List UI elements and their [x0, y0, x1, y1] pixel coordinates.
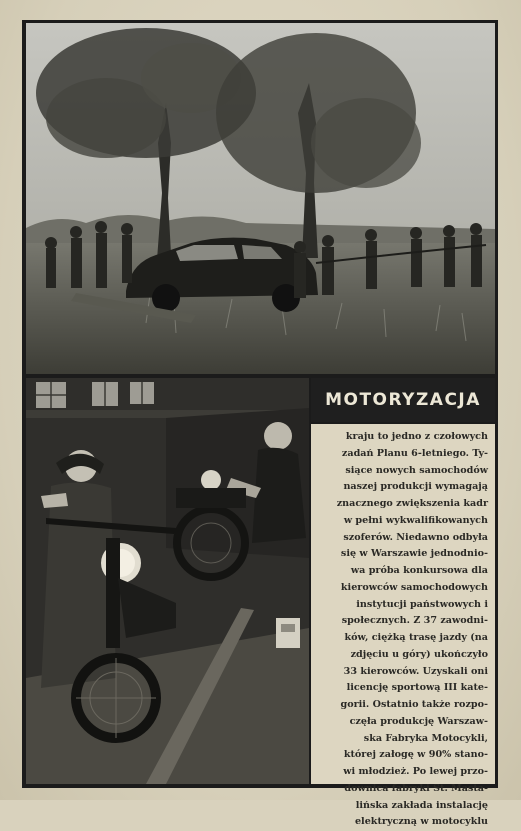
body-line: licencję sportową III kate-: [346, 682, 488, 694]
body-line: zadań Planu 6-letniego. Ty-: [341, 447, 488, 459]
body-line: ska Fabryka Motocykli,: [363, 732, 488, 744]
body-line: kraju to jedno z czołowych: [345, 431, 488, 442]
body-line: społecznych. Z 37 zawodni-: [341, 615, 488, 627]
motorcycle-factory-scene: [26, 378, 309, 784]
body-line: downica fabryki St. Masta-: [344, 782, 488, 794]
article-title: MOTORYZACJA: [325, 390, 481, 410]
heading-banner: [311, 378, 495, 422]
body-line: wa próba konkursowa dla: [350, 565, 488, 576]
body-line: lińska zakłada instalację: [355, 799, 488, 811]
photo-motorcycle-factory: [26, 378, 309, 784]
body-line: 33 kierowców. Uzyskali oni: [343, 665, 488, 677]
body-line: ków, ciężką trasę jazdy (na: [344, 632, 488, 643]
body-line: szoferów. Niedawno odbyła: [343, 531, 488, 543]
body-line: kierowców samochodowych: [340, 581, 488, 593]
article-body: [311, 424, 495, 831]
body-line: zdjęciu u góry) ukończyło: [350, 648, 488, 660]
body-line: w pełni wykwalifikowanych: [343, 514, 488, 526]
body-line: której załogę w 90% stano-: [343, 749, 488, 761]
body-line: instytucji państwowych i: [356, 598, 488, 610]
body-line: gorii. Ostatnio także rozpo-: [340, 699, 488, 710]
body-line: elektryczną w motocyklu: [354, 816, 488, 828]
article-text-column: [311, 424, 495, 828]
body-line: siące nowych samochodów: [345, 464, 488, 476]
car-rally-scene: [26, 23, 495, 374]
body-line: naszej produkcji wymagają: [343, 481, 488, 493]
body-line: częła produkcję Warszaw-: [349, 715, 488, 727]
body-line: wi młodzież. Po lewej przo-: [343, 766, 488, 777]
photo-car-rally: [26, 23, 495, 374]
body-line: znacznego zwiększenia kadr: [336, 498, 488, 509]
body-line: się w Warszawie jednodnio-: [340, 548, 488, 560]
